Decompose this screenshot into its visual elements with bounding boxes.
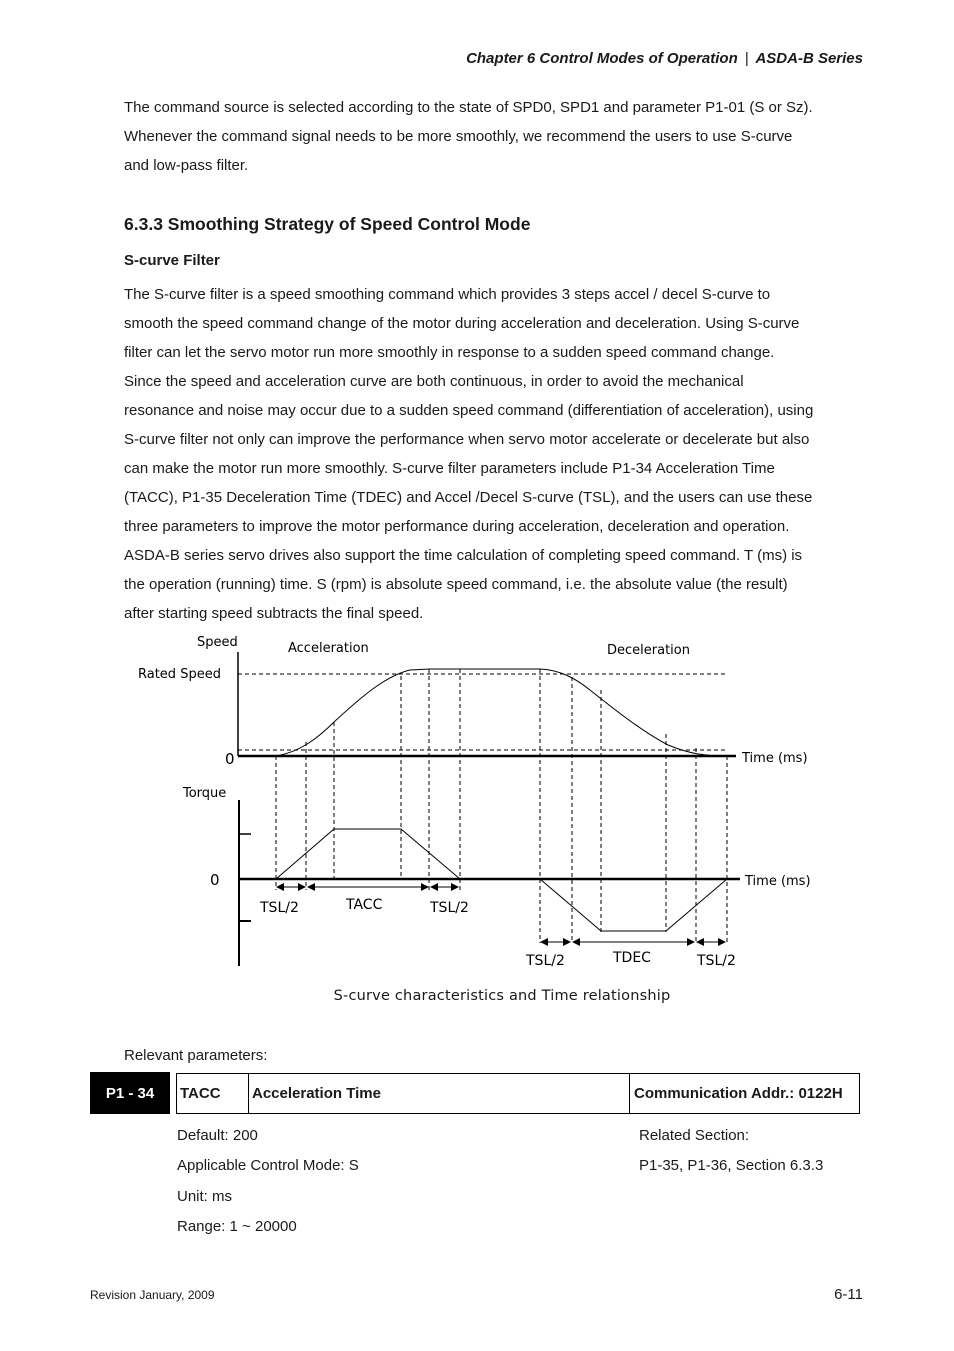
subsection-title: S-curve Filter [124, 252, 220, 269]
text-line: Whenever the command signal needs to be more smoothly, we recommend the users to use S-curve [124, 128, 793, 145]
acceleration-label: Acceleration [288, 641, 369, 656]
text-line: and low-pass filter. [124, 157, 249, 174]
decel-torque-profile [540, 879, 727, 931]
text-line: the operation (running) time. S (rpm) is absolute speed command, i.e. the absolute value (the result) [124, 576, 788, 593]
text-line: can make the motor run more smoothly. S-curve filter parameters include P1-34 Acceleration Time [124, 460, 775, 477]
header-separator: | [744, 50, 749, 67]
dimension-arrows [277, 887, 725, 942]
text-line: The S-curve filter is a speed smoothing command which provides 3 steps accel / decel S-curve to [124, 286, 771, 303]
tdec-label: TDEC [613, 950, 651, 966]
page-number: 6-11 [834, 1286, 863, 1303]
parameter-default: Default: 200 [177, 1127, 258, 1144]
related-section-label: Related Section: [639, 1127, 750, 1144]
parameter-unit: Unit: ms [177, 1188, 233, 1205]
related-section-value: P1-35, P1-36, Section 6.3.3 [639, 1157, 824, 1174]
tsl-label-3: TSL/2 [526, 953, 565, 969]
parameter-address: Communication Addr.: 0122H [634, 1085, 843, 1102]
deceleration-label: Deceleration [607, 643, 690, 658]
speed-axis-label: Speed [197, 635, 238, 650]
text-line: S-curve filter not only can improve the performance when servo motor accelerate or decelerate but also [124, 431, 810, 448]
text-line: three parameters to improve the motor performance during acceleration, deceleration and operation. [124, 518, 790, 535]
text-line: resonance and noise may occur due to a sudden speed command (differentiation of acceleration), using [124, 402, 814, 419]
section-title: 6.3.3 Smoothing Strategy of Speed Control Mode [124, 214, 531, 234]
tsl-label-2: TSL/2 [430, 900, 469, 916]
torque-zero-label: 0 [210, 871, 220, 889]
parameter-header-table [176, 1073, 860, 1114]
torque-axis-label: Torque [183, 786, 227, 801]
tsl-label-1: TSL/2 [260, 900, 299, 916]
text-line: smooth the speed command change of the motor during acceleration and deceleration. Using S-curve [124, 315, 800, 332]
parameter-control-mode: Applicable Control Mode: S [177, 1157, 359, 1174]
header-series: ASDA-B Series [755, 50, 863, 67]
accel-torque-profile [276, 829, 460, 879]
text-line: after starting speed subtracts the final speed. [124, 605, 424, 622]
tacc-label: TACC [346, 897, 383, 913]
time-axis-label-1: Time (ms) [742, 751, 808, 766]
time-axis-label-2: Time (ms) [745, 874, 811, 889]
footer-revision: Revision January, 2009 [90, 1288, 215, 1302]
tsl-label-4: TSL/2 [697, 953, 736, 969]
figure-caption: S-curve characteristics and Time relationship [333, 988, 671, 1004]
relevant-parameters-label: Relevant parameters: [124, 1047, 268, 1064]
parameter-range: Range: 1 ~ 20000 [177, 1218, 297, 1235]
text-line: Since the speed and acceleration curve are both continuous, in order to avoid the mechanical [124, 373, 744, 390]
text-line: ASDA-B series servo drives also support the time calculation of completing speed command. T (ms) is [124, 547, 803, 564]
parameter-name: Acceleration Time [249, 1074, 630, 1113]
text-line: The command source is selected according to the state of SPD0, SPD1 and parameter P1-01 (S or Sz). [124, 99, 813, 116]
text-line: filter can let the servo motor run more smoothly in response to a sudden speed command change. [124, 344, 775, 361]
speed-zero-label: 0 [225, 750, 235, 768]
parameter-id-badge: P1 - 34 [90, 1072, 170, 1114]
parameter-abbr: TACC [177, 1074, 249, 1113]
header-chapter: Chapter 6 Control Modes of Operation [466, 50, 738, 67]
speed-curve [276, 669, 728, 756]
text-line: (TACC), P1-35 Deceleration Time (TDEC) and Accel /Decel S-curve (TSL), and the users can use these [124, 489, 813, 506]
rated-speed-label: Rated Speed [138, 667, 221, 682]
guide-lines [276, 669, 727, 943]
